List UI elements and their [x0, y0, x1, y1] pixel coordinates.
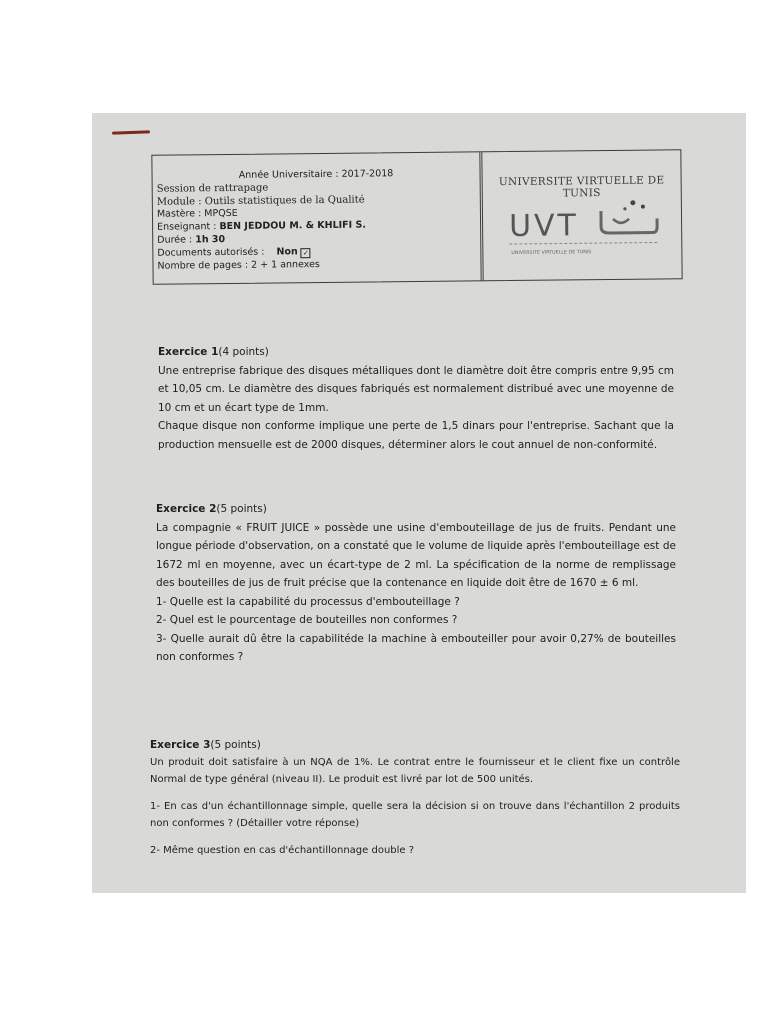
- enseignant-label: Enseignant :: [157, 221, 220, 233]
- exercise-3-question-2: 2- Même question en cas d'échantillonnage double ?: [150, 845, 415, 856]
- mastere: Mastère : MPQSE: [156, 208, 238, 221]
- exercise-1-label: Exercice 1: [158, 346, 219, 358]
- exercise-2-label: Exercice 2: [156, 503, 217, 515]
- university-name: UNIVERSITE VIRTUELLE DE TUNIS: [498, 174, 665, 200]
- duree-value: 1h 30: [195, 233, 226, 246]
- exercise-3-points: (5 points): [210, 739, 261, 751]
- module: Module : Outils statistiques de la Qualité: [156, 194, 365, 208]
- documents-label: Documents autorisés :: [157, 246, 265, 259]
- exercise-1-points: (4 points): [218, 346, 269, 358]
- logo-caption: UNIVERSITE VIRTUELLE DE TUNIS: [511, 250, 592, 257]
- exercise-1-paragraph-2: Chaque disque non conforme implique une perte de 1,5 dinars pour l'entreprise. Sachant que la production mensuelle est de 2000 disques, déterminer alors le cout annuel de non-conformité.: [158, 420, 674, 451]
- exercise-3-title: [150, 737, 680, 754]
- exercise-3: [150, 737, 680, 859]
- page-count: Nombre de pages : 2 + 1 annexes: [157, 258, 320, 272]
- documents-value: Non: [276, 246, 298, 258]
- exercise-3-question-1: 1- En cas d'un échantillonnage simple, quelle sera la décision si on trouve dans l'échantillon 2 produits non conformes ? (Détailler votre réponse): [150, 801, 680, 829]
- exercise-3-label: Exercice 3: [150, 739, 211, 751]
- exercise-1-paragraph-1: Une entreprise fabrique des disques métalliques dont le diamètre doit être compris entre 9,95 cm et 10,05 cm. Le diamètre des disques fabriqués est normalement distribué avec une moyenne de 10 cm et un écart type de 1mm.: [158, 364, 674, 414]
- exercise-2-question-1: 1- Quelle est la capabilité du processus d'embouteillage ?: [156, 595, 460, 608]
- session: Session de rattrapage: [156, 182, 269, 195]
- duree-label: Durée :: [157, 234, 196, 246]
- exercise-2-points: (5 points): [216, 503, 267, 515]
- university-block: [481, 150, 681, 280]
- enseignant-name: BEN JEDDOU M. & KHLIFI S.: [219, 219, 367, 233]
- exercise-2-paragraph: La compagnie « FRUIT JUICE » possède une usine d'embouteillage de jus de fruits. Pendant une longue période d'observation, on a constaté que le volume de liquide après l'embouteillage est de 1672 ml en moyenne, avec un écart-type de 2 ml. La spécification de la norme de remplissage des bouteilles de jus de fruit précise que la contenance en liquide doit être de 1670 ± 6 ml.: [156, 521, 676, 589]
- exam-info: [152, 152, 481, 283]
- exercise-2-title: [156, 500, 676, 519]
- exercise-2-question-3: 3- Quelle aurait dû être la capabilitéde la machine à embouteiller pour avoir 0,27% de bouteilles non conformes ?: [156, 632, 676, 663]
- exercise-1-title: [158, 343, 674, 362]
- academic-year: Année Universitaire : 2017-2018: [238, 168, 394, 181]
- exercise-3-paragraph: Un produit doit satisfaire à un NQA de 1%. Le contrat entre le fournisseur et le client fixe un contrôle Normal de type général (niveau II). Le produit est livré par lot de 500 unités.: [150, 757, 680, 785]
- exercise-2-question-2: 2- Quel est le pourcentage de bouteilles non conformes ?: [156, 614, 458, 626]
- exercise-2: [156, 500, 676, 667]
- logo-text: UVT: [508, 208, 580, 245]
- exercise-1: [158, 343, 674, 454]
- uvt-logo-icon: [505, 196, 666, 262]
- checkbox-icon: ✓: [301, 248, 311, 258]
- exam-header: [151, 149, 682, 285]
